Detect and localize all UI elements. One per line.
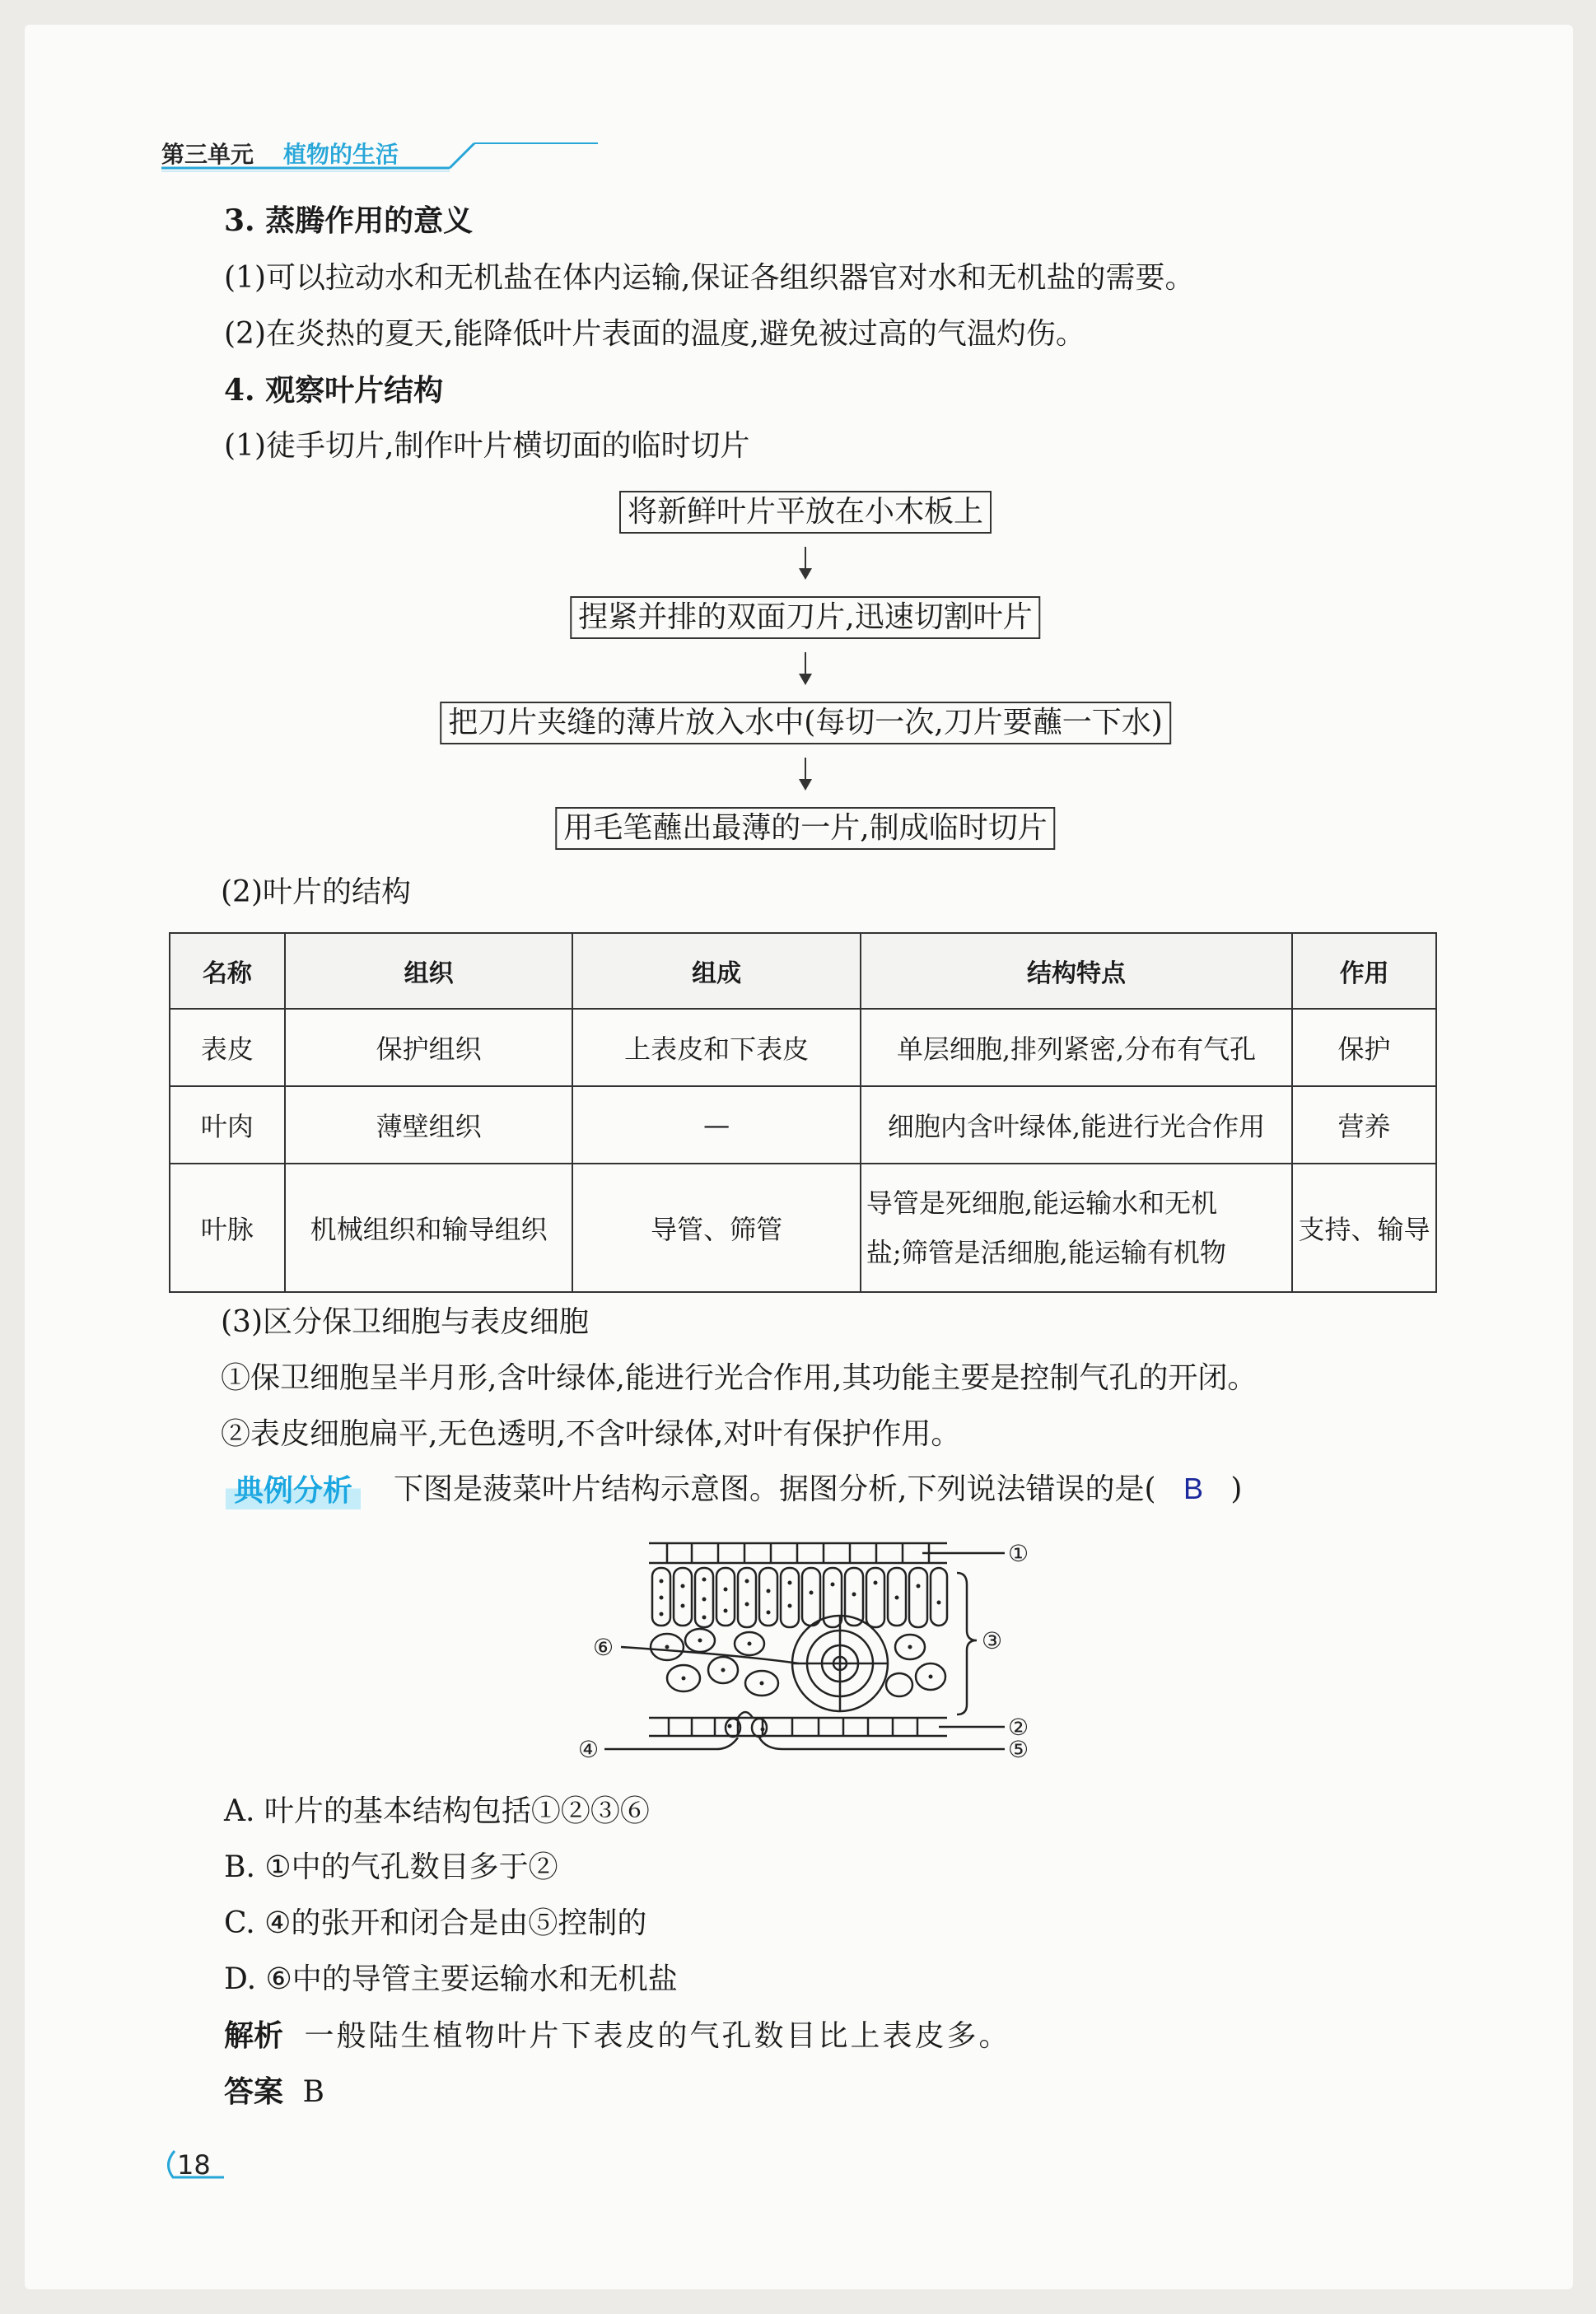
table-cell: 薄壁组织 xyxy=(285,1086,573,1164)
table-cell: 导管、筛管 xyxy=(572,1164,861,1292)
table-cell: 机械组织和输导组织 xyxy=(285,1164,573,1292)
label-4: ④ xyxy=(578,1736,600,1763)
unit-label: 第三单元 xyxy=(161,141,254,168)
option-b: B. ①中的气孔数目多于② xyxy=(224,1850,558,1884)
flow-arrow xyxy=(805,547,806,572)
option-a: A. 叶片的基本结构包括①②③⑥ xyxy=(224,1794,650,1828)
table-cell: 细胞内含叶绿体,能进行光合作用 xyxy=(861,1086,1292,1164)
section3-line1: (1)可以拉动水和无机盐在体内运输,保证各组织器官对水和无机盐的需要。 xyxy=(224,261,1195,295)
table-header: 组织 xyxy=(285,933,573,1009)
table-header: 组成 xyxy=(572,933,861,1009)
label-6: ⑥ xyxy=(593,1634,614,1661)
page-number: 18 xyxy=(177,2149,211,2181)
table-cell: 支持、输导 xyxy=(1292,1164,1436,1292)
label-2: ② xyxy=(1008,1714,1029,1741)
page-header xyxy=(137,132,598,173)
flow-step-3: 把刀片夹缝的薄片放入水中(每切一次,刀片要蘸一下水) xyxy=(440,702,1171,744)
table-header: 名称 xyxy=(170,933,285,1009)
feature-line: 盐;筛管是活细胞,能运输有机物 xyxy=(866,1237,1226,1268)
epidermal-cell-point: ②表皮细胞扁平,无色透明,不含叶绿体,对叶有保护作用。 xyxy=(221,1417,961,1451)
table-row xyxy=(170,1009,1436,1086)
flow-step-4: 用毛笔蘸出最薄的一片,制成临时切片 xyxy=(555,807,1055,850)
answer-value: B xyxy=(302,2075,324,2109)
leader-line xyxy=(759,1738,1005,1749)
analysis-line xyxy=(224,2018,1010,2055)
section4-sub1: (1)徒手切片,制作叶片横切面的临时切片 xyxy=(224,429,750,463)
answer-label: 答案 xyxy=(224,2074,284,2109)
spinach-leaf-diagram xyxy=(576,1532,1038,1779)
label-3: ③ xyxy=(982,1627,1003,1654)
section3-line2: (2)在炎热的夏天,能降低叶片表面的温度,避免被过高的气温灼伤。 xyxy=(224,317,1085,351)
table-cell: 营养 xyxy=(1292,1086,1436,1164)
question-close: ) xyxy=(1230,1472,1243,1506)
table-row xyxy=(170,1086,1436,1164)
table-row xyxy=(170,1164,1436,1292)
flow-arrow xyxy=(805,758,806,782)
table-header: 作用 xyxy=(1292,933,1436,1009)
analysis-text: 一般陆生植物叶片下表皮的气孔数目比上表皮多。 xyxy=(304,2019,1011,2053)
palisade-cells xyxy=(652,1568,947,1627)
option-c: C. ④的张开和闭合是由⑤控制的 xyxy=(224,1906,647,1940)
upper-epidermis-cells xyxy=(667,1543,929,1563)
guard-cell xyxy=(752,1719,767,1737)
flow-step-2: 捏紧并排的双面刀片,迅速切割叶片 xyxy=(570,596,1040,639)
table-cell: 叶肉 xyxy=(170,1086,285,1164)
topic-label: 植物的生活 xyxy=(283,141,399,168)
leaf-structure-table xyxy=(169,932,1437,1293)
table-cell-feature xyxy=(861,1164,1292,1292)
table-cell: 叶脉 xyxy=(170,1164,285,1292)
section4-heading: 4. 观察叶片结构 xyxy=(224,373,444,408)
option-d: D. ⑥中的导管主要运输水和无机盐 xyxy=(224,1962,678,1996)
section4-sub2: (2)叶片的结构 xyxy=(221,875,411,909)
analysis-label: 解析 xyxy=(224,2018,284,2053)
answer-line xyxy=(224,2074,324,2111)
table-cell: — xyxy=(572,1086,861,1164)
table-cell: 表皮 xyxy=(170,1009,285,1086)
lower-epidermis-cells xyxy=(669,1718,917,1736)
section3-heading: 3. 蒸腾作用的意义 xyxy=(224,203,474,238)
section4-3-heading: (3)区分保卫细胞与表皮细胞 xyxy=(221,1305,589,1339)
label-1: ① xyxy=(1008,1540,1029,1567)
table-cell: 上表皮和下表皮 xyxy=(572,1009,861,1086)
flow-step-1: 将新鲜叶片平放在小木板上 xyxy=(619,491,992,534)
table-header-row xyxy=(170,933,1436,1009)
table-header: 结构特点 xyxy=(861,933,1292,1009)
layer-bracket xyxy=(957,1573,977,1715)
flow-arrow xyxy=(805,652,806,677)
feature-line: 导管是死细胞,能运输水和无机 xyxy=(866,1187,1218,1219)
handwritten-answer: B xyxy=(1183,1472,1203,1505)
table-cell: 单层细胞,排列紧密,分布有气孔 xyxy=(861,1009,1292,1086)
example-question xyxy=(394,1471,1242,1508)
table-cell: 保护组织 xyxy=(285,1009,573,1086)
guard-cell-point: ①保卫细胞呈半月形,含叶绿体,能进行光合作用,其功能主要是控制气孔的开闭。 xyxy=(221,1361,1258,1395)
example-badge: 典例分析 xyxy=(226,1467,361,1509)
table-cell: 保护 xyxy=(1292,1009,1436,1086)
question-text: 下图是菠菜叶片结构示意图。据图分析,下列说法错误的是( xyxy=(394,1472,1156,1506)
vein-bundle xyxy=(792,1616,888,1711)
leader-line xyxy=(604,1738,738,1749)
label-5: ⑤ xyxy=(1008,1736,1029,1763)
